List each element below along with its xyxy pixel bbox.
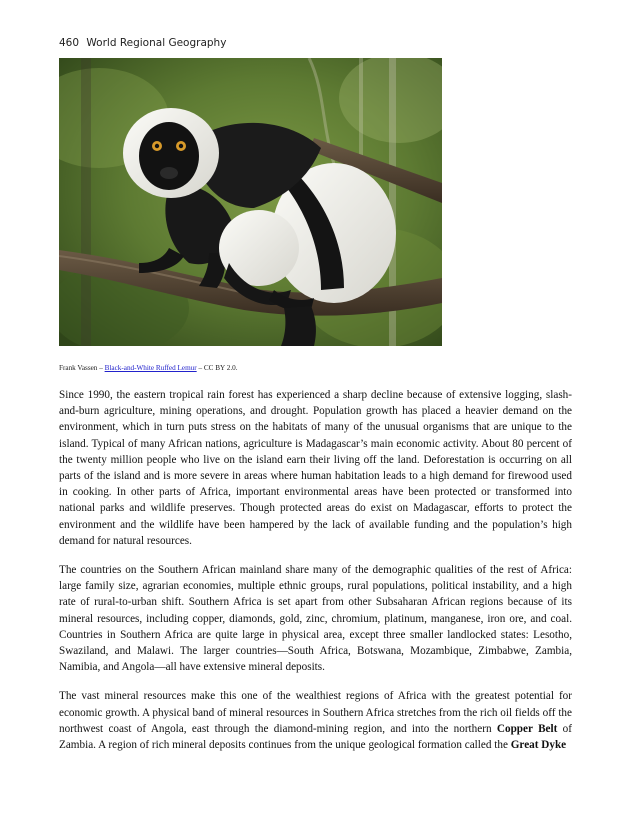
- caption-separator: –: [97, 364, 105, 372]
- key-term-copper-belt: Copper Belt: [496, 722, 558, 735]
- figure-caption: [59, 364, 238, 372]
- paragraph-text: The vast mineral resources make this one of the wealthiest regions of Africa with the greatest potential for economic growth. A physical band of mineral resources in Southern Africa stretches from the rich oil fields off the northwest coast of Angola, east through the diamond-mining region, and into the northern: [59, 690, 572, 735]
- key-term-great-dyke: Great Dyke: [510, 739, 567, 752]
- paragraph-southern-africa: The countries on the Southern African mainland share many of the demographic qualities of the rest of Africa: large family size, agrarian economies, multiple ethnic groups, rural populations, political instability, and a high rate of rural-to-urban shift. Southern Africa is set apart from other Subsaharan African regions because of its mineral resources, including copper, diamonds, gold, zinc, chromium, platinum, manganese, iron ore, and coal. Countries in Southern Africa are quite large in physical area, except three smaller landlocked states: Lesotho, Swaziland, and Malawi. The larger countries—South Africa, Botswana, Mozambique, Zimbabwe, Zambia, Namibia, and Angola—all have extensive mineral deposits.: [59, 564, 572, 674]
- paragraph-text: of Zambia. A region of rich mineral deposits continues from the unique geological formation called the: [59, 722, 573, 752]
- lemur-photo-illustration: [59, 58, 442, 346]
- caption-author: Frank Vassen: [59, 364, 98, 372]
- running-header: [59, 37, 226, 49]
- caption-separator: –: [196, 364, 204, 372]
- page-number: 460: [59, 37, 80, 49]
- paragraph-mineral-resources: [59, 688, 572, 753]
- body-text: [59, 387, 572, 766]
- book-title: World Regional Geography: [86, 37, 227, 49]
- caption-source-link[interactable]: Black-and-White Ruffed Lemur: [104, 364, 197, 372]
- caption-license: CC BY 2.0.: [203, 364, 238, 372]
- lemur-photo: [59, 58, 442, 346]
- paragraph-madagascar: Since 1990, the eastern tropical rain forest has experienced a sharp decline because of extensive logging, slash-and-burn agriculture, mining operations, and drought. Population growth has placed a heavier demand on the environment, which in turn puts stress on the habitats of many of the unusual organisms that are unique to the island. Typical of many African nations, agriculture is Madagascar’s main economic activity. About 80 percent of the twenty million people who live on the island earn their living off the land. Deforestation is occurring on all parts of the island and is more severe in areas where human habitation leads to a high demand for firewood used in cooking. In other parts of Africa, important environmental areas have been protected or transformed into national parks and wildlife preserves. Though protected areas do exist on Madagascar, efforts to protect the environment and the wildlife have been hampered by the lack of available funding and the population’s high demand for natural resources.: [59, 389, 572, 547]
